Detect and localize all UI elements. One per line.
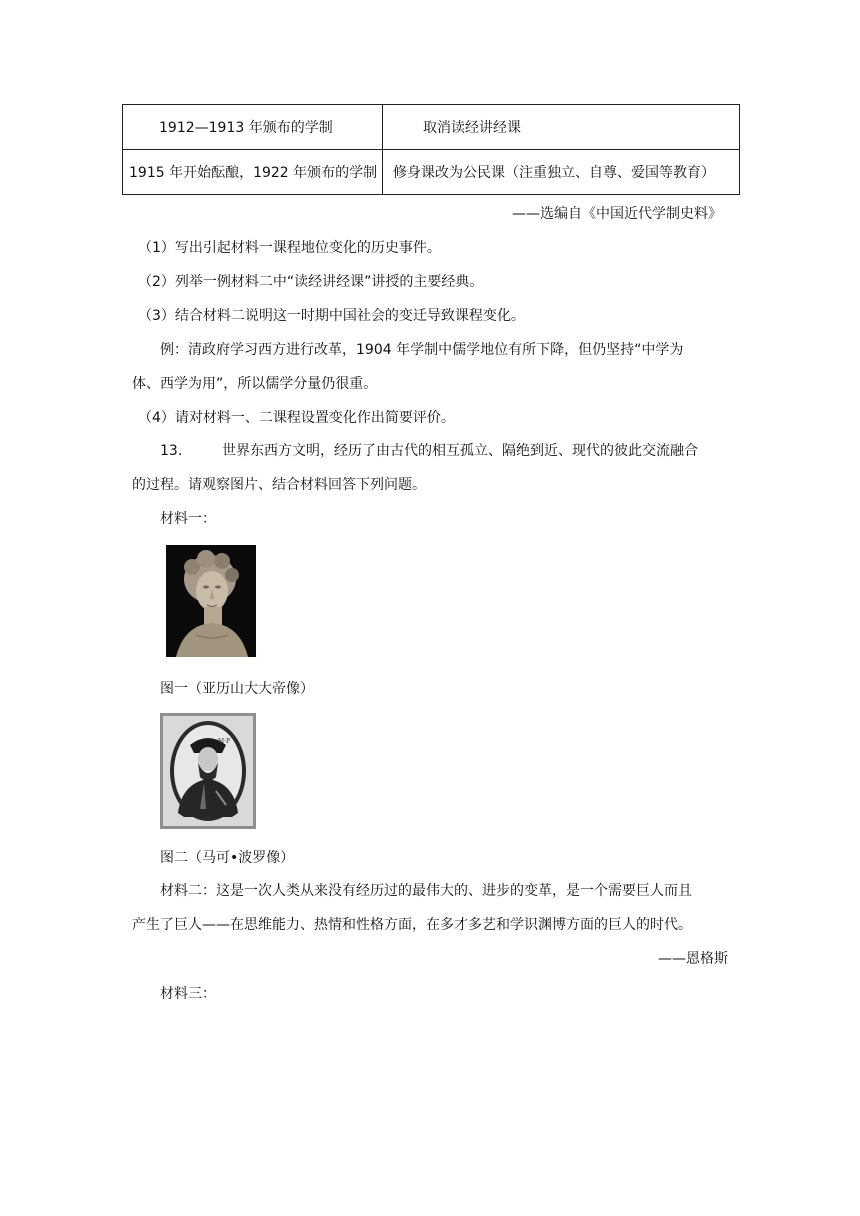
- question-1: （1）写出引起材料一课程地位变化的历史事件。: [138, 240, 441, 256]
- table-row: [123, 105, 740, 150]
- material-2-source: ——恩格斯: [658, 951, 728, 967]
- question-13-number: 13.: [160, 443, 183, 459]
- alexander-bust-image: [166, 545, 256, 657]
- table-cell: 取消读经讲经课: [383, 105, 740, 150]
- figure-2-caption: 图二（马可•波罗像）: [160, 850, 295, 866]
- material-2-text: 材料二：这是一次人类从来没有经历过的最伟大的、进步的变革，是一个需要巨人而且: [160, 883, 692, 899]
- question-4: （4）请对材料一、二课程设置变化作出简要评价。: [138, 410, 455, 426]
- table-cell: 1915 年开始酝酿，1922 年颁布的学制: [123, 150, 383, 195]
- example-answer-line: 体、西学为用”，所以儒学分量仍很重。: [132, 376, 378, 392]
- question-13-text: 的过程。请观察图片、结合材料回答下列问题。: [132, 477, 426, 493]
- material-1-label: 材料一：: [160, 511, 216, 527]
- example-answer-line: 例：清政府学习西方进行改革，1904 年学制中儒学地位有所下降，但仍坚持“中学为: [160, 342, 684, 358]
- material-3-label: 材料三：: [160, 986, 216, 1002]
- question-13-text: 世界东西方文明，经历了由古代的相互孤立、隔绝到近、现代的彼此交流融合: [222, 443, 698, 459]
- marco-polo-portrait-image: [160, 713, 256, 829]
- table-cell: 修身课改为公民课（注重独立、自尊、爱国等教育）: [383, 150, 740, 195]
- table-cell: 1912—1913 年颁布的学制: [123, 105, 383, 150]
- figure-1-caption: 图一（亚历山大大帝像）: [160, 681, 314, 697]
- material-2-text: 产生了巨人——在思维能力、热情和性格方面，在多才多艺和学识渊博方面的巨人的时代。: [132, 917, 692, 933]
- source-citation: ——选编自《中国近代学制史料》: [512, 206, 722, 222]
- svg-text:M·P: M·P: [218, 738, 231, 745]
- curriculum-table: [122, 104, 740, 195]
- question-2: （2）列举一例材料二中“读经讲经课”讲授的主要经典。: [138, 274, 484, 290]
- table-row: [123, 150, 740, 195]
- question-3: （3）结合材料二说明这一时期中国社会的变迁导致课程变化。: [138, 308, 525, 324]
